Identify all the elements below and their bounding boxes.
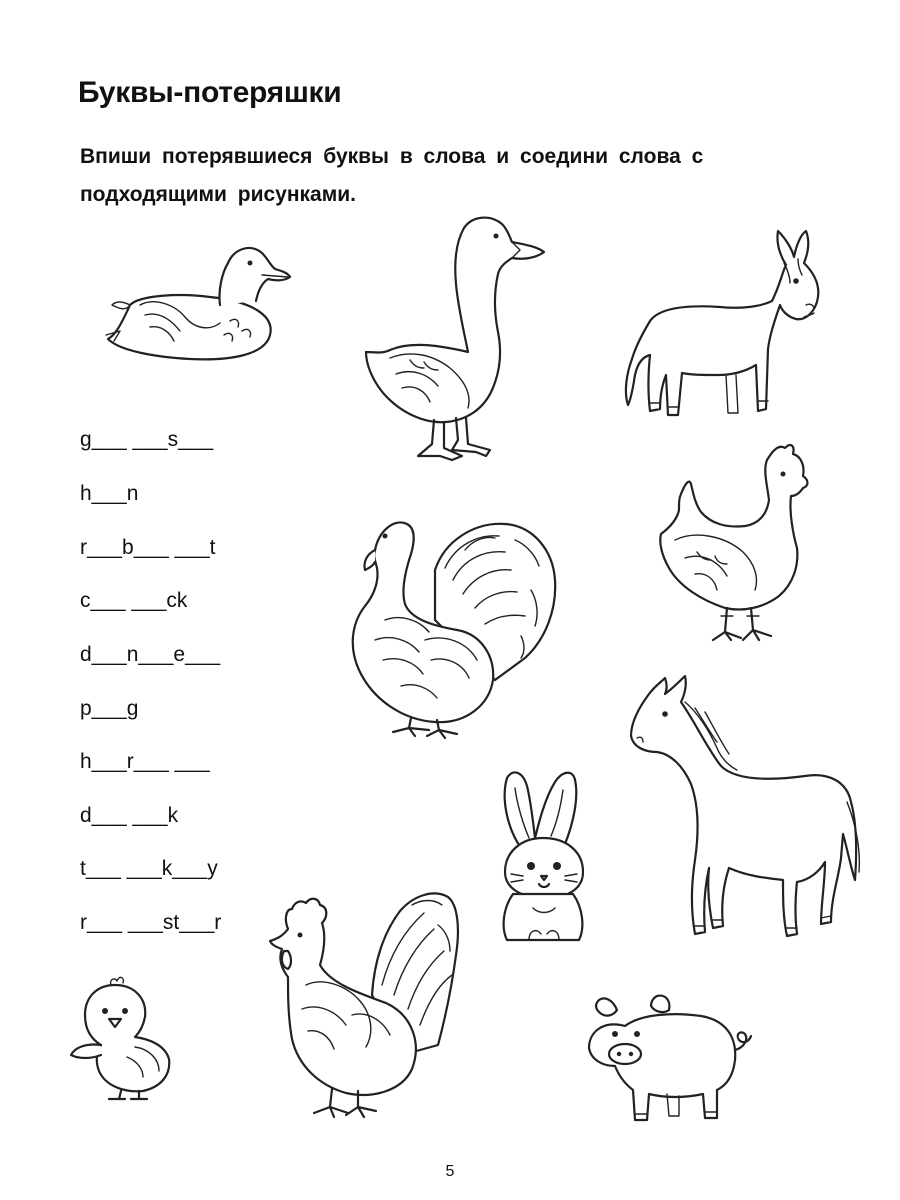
horse-icon[interactable]	[625, 672, 865, 947]
instruction-text: Впиши потерявшиеся буквы в слова и соедини слова с подходящими рисунками.	[80, 145, 704, 206]
duck-icon[interactable]	[100, 235, 295, 365]
goose-icon[interactable]	[360, 212, 550, 467]
rabbit-icon[interactable]	[493, 768, 598, 948]
word-item[interactable]: t___ ___k___y	[80, 857, 218, 880]
word-item[interactable]: p___g	[80, 697, 139, 720]
word-item[interactable]: c___ ___ck	[80, 589, 188, 612]
word-item[interactable]: g___ ___s___	[80, 428, 214, 451]
word-item[interactable]: r___ ___st___r	[80, 911, 222, 934]
word-item[interactable]: h___r___ ___	[80, 750, 210, 773]
page-number: 5	[445, 1163, 455, 1180]
word-item[interactable]: d___ ___k	[80, 804, 179, 827]
word-item[interactable]: r___b___ ___t	[80, 536, 216, 559]
pig-icon[interactable]	[585, 990, 755, 1130]
chick-icon[interactable]	[65, 975, 180, 1100]
donkey-icon[interactable]	[620, 225, 825, 430]
hen-icon[interactable]	[655, 440, 810, 645]
turkey-icon[interactable]	[345, 510, 560, 740]
rooster-icon[interactable]	[262, 885, 462, 1120]
word-item[interactable]: d___n___e___	[80, 643, 221, 666]
page-title: Буквы-потеряшки	[78, 76, 342, 109]
word-item[interactable]: h___n	[80, 482, 139, 505]
